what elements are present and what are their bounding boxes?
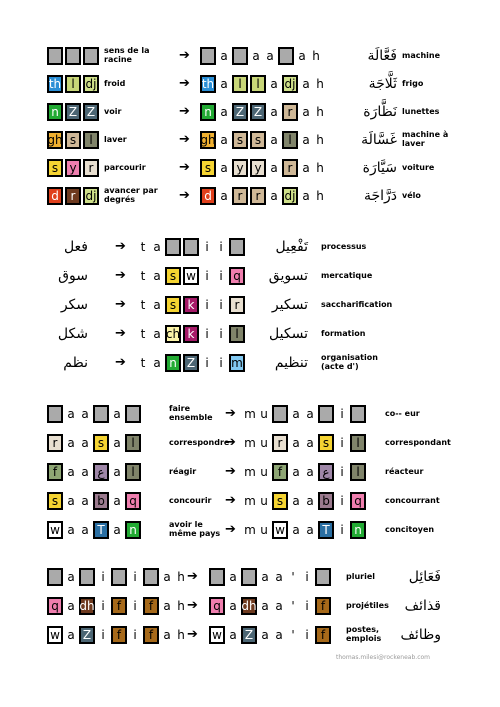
root-gloss: correspondre [169,438,230,447]
pattern-box: ch [165,327,181,341]
pattern-box [143,568,159,586]
pattern-box: q [47,597,63,615]
pattern-letter: a [81,407,89,421]
arabic-word: فَعَّالَة [367,48,397,64]
pattern-box: q [125,492,141,510]
pattern-letter: a [292,436,300,450]
pattern-letter: i [101,628,105,642]
pattern-box: q [209,597,225,615]
pattern-letter: a [113,436,121,450]
pattern-letter: a [81,494,89,508]
pattern-letter: a [220,133,228,147]
pattern-letter: a [252,49,260,63]
pattern-letter: a [261,570,269,584]
pattern-box: f [111,626,127,644]
root-box [83,47,99,65]
root-gloss: avoir le [169,520,203,529]
pattern-letter: h [316,133,324,147]
meaning-label: frigo [402,79,424,88]
pattern-letter: a [220,161,228,175]
arrow-icon: ➔ [115,268,126,283]
pattern-letter: a [67,523,75,537]
meaning-label: correspondant [385,438,451,447]
root-box: r [83,159,99,177]
pattern-box: r [250,187,266,205]
meaning-label: formation [321,329,366,338]
pattern-letter: a [270,105,278,119]
pattern-letter: h [177,570,185,584]
root-arabic: فعل [63,239,88,255]
pattern-letter: a [275,628,283,642]
pattern-letter: a [67,494,75,508]
meaning-label: machine à [402,130,449,139]
pattern-letter: a [302,133,310,147]
pattern-box: ع [318,463,334,481]
pattern-letter: a [292,523,300,537]
pattern-letter: m [244,494,256,508]
meaning-label: saccharification [321,300,393,309]
root-gloss: sens de la [104,46,150,55]
arrow-icon: ➔ [225,464,236,479]
root-gloss: même pays [169,529,221,538]
pattern-letter: i [133,599,137,613]
pattern-letter: a [302,189,310,203]
pattern-box: w [47,626,63,644]
pattern-letter: a [220,105,228,119]
pattern-box: r [232,187,248,205]
arabic-word: تسويق [268,268,308,284]
pattern-letter: h [316,77,324,91]
pattern-box: f [315,597,331,615]
pattern-letter: h [177,628,185,642]
root-box: s [65,131,81,149]
pattern-letter: a [67,407,75,421]
meaning-label: organisation [321,353,378,362]
root-box: s [47,159,63,177]
pattern-box: r [282,159,298,177]
meaning-label: vélo [402,191,421,200]
root-arabic: شكل [57,326,88,342]
arabic-word: تسكير [271,297,308,313]
pattern-letter: a [229,570,237,584]
pattern-letter: a [113,494,121,508]
arrow-icon: ➔ [225,406,236,421]
pattern-letter: a [292,407,300,421]
pattern-box: f [315,626,331,644]
arabic-word: وظائف [400,627,441,643]
pattern-letter: i [305,628,309,642]
pattern-letter: h [316,189,324,203]
arrow-icon: ➔ [225,522,236,537]
arabic-word: نَظَّارَة [363,104,397,120]
pattern-box: l [350,434,366,452]
pattern-letter: a [67,465,75,479]
pattern-letter: i [133,628,137,642]
pattern-letter: a [292,465,300,479]
pattern-box: Z [183,354,199,372]
pattern-box [183,238,199,256]
pattern-letter: u [260,407,268,421]
pattern-letter: a [67,570,75,584]
pattern-box: w [183,267,199,285]
pattern-box: k [183,325,199,343]
pattern-box: T [318,521,334,539]
pattern-box [47,405,63,423]
pattern-box [232,47,248,65]
root-gloss: racine [104,55,132,64]
pattern-box: k [183,296,199,314]
arrow-icon: ➔ [179,132,190,147]
pattern-box: r [282,103,298,121]
pattern-box: l [232,75,248,93]
pattern-letter: a [220,189,228,203]
pattern-letter: a [306,523,314,537]
pattern-letter: a [261,599,269,613]
pattern-letter: a [302,161,310,175]
root-gloss: voir [104,107,122,116]
pattern-letter: a [298,49,306,63]
meaning-label: pluriel [346,572,376,581]
pattern-letter: a [270,161,278,175]
pattern-letter: i [101,570,105,584]
meaning-label: projétiles [346,601,389,610]
pattern-box [229,238,245,256]
pattern-letter: a [306,494,314,508]
pattern-letter: a [302,105,310,119]
arrow-icon: ➔ [179,188,190,203]
arrow-icon: ➔ [179,48,190,63]
pattern-box [47,568,63,586]
root-gloss: laver [104,135,127,144]
root-box: dj [83,75,99,93]
pattern-box: b [318,492,334,510]
pattern-letter: t [140,269,146,283]
root-box [65,47,81,65]
pattern-letter: i [219,298,223,312]
root-box [47,47,63,65]
credit-line: thomas.milesi@rockeneab.com [336,654,431,661]
pattern-box: w [47,521,63,539]
pattern-box: q [229,267,245,285]
pattern-box: f [143,597,159,615]
pattern-box [318,405,334,423]
root-gloss: degrés [104,195,136,204]
pattern-box: Z [241,626,257,644]
pattern-box [315,568,331,586]
pattern-letter: i [340,436,344,450]
pattern-box: n [125,521,141,539]
meaning-label: postes, [346,625,380,634]
root-box: l [83,131,99,149]
root-gloss: réagir [169,467,197,476]
pattern-box: dj [282,75,298,93]
meaning-label: processus [321,242,367,251]
pattern-box: dh [241,599,257,613]
pattern-box: f [272,463,288,481]
pattern-letter: t [140,327,146,341]
pattern-box: Z [79,626,95,644]
pattern-letter: i [205,269,209,283]
root-box: y [65,159,81,177]
arrow-icon: ➔ [187,598,198,613]
pattern-letter: i [219,356,223,370]
pattern-letter: a [270,77,278,91]
arabic-word: غَسَّالَة [361,132,397,148]
pattern-letter: a [163,570,171,584]
arabic-word: دَرَّاجَة [363,188,397,204]
pattern-box [93,405,109,423]
pattern-letter: i [340,523,344,537]
arabic-word: ثَلَّاجَة [368,76,397,92]
pattern-letter: m [244,465,256,479]
pattern-box: s [47,492,63,510]
pattern-letter: a [270,133,278,147]
root-gloss: parcourir [104,163,146,172]
pattern-letter: i [219,240,223,254]
pattern-letter: u [260,436,268,450]
pattern-box: l [250,75,266,93]
root-gloss: concourir [169,496,212,505]
pattern-box [278,47,294,65]
pattern-box: w [272,521,288,539]
pattern-box: l [282,131,298,149]
pattern-box: s [250,131,266,149]
pattern-box: n [165,354,181,372]
arabic-word: سَيَّارَة [362,160,397,176]
arrow-icon: ➔ [225,435,236,450]
pattern-letter: a [229,628,237,642]
pattern-box: d [200,187,216,205]
root-gloss: faire [169,404,190,413]
pattern-box: Z [232,103,248,121]
pattern-letter: a [81,465,89,479]
pattern-letter: a [270,189,278,203]
pattern-letter: a [67,628,75,642]
meaning-label: co-- eur [385,409,420,418]
pattern-letter: t [140,240,146,254]
pattern-box: s [200,159,216,177]
pattern-box: s [318,434,334,452]
arrow-icon: ➔ [187,627,198,642]
pattern-letter: t [140,298,146,312]
pattern-box [209,568,225,586]
root-box: th [48,77,62,91]
meaning-label: emplois [346,634,382,643]
pattern-letter: a [306,465,314,479]
pattern-box: f [47,463,63,481]
pattern-letter: i [340,465,344,479]
root-arabic: سوق [58,268,88,284]
arrow-icon: ➔ [179,76,190,91]
root-box: dj [83,187,99,205]
pattern-letter: a [163,628,171,642]
pattern-box: w [209,626,225,644]
pattern-letter: a [153,327,161,341]
root-gloss: avancer par [104,186,158,195]
pattern-letter: a [81,436,89,450]
pattern-box: y [232,159,248,177]
meaning-label: laver [402,139,425,148]
pattern-letter: h [316,105,324,119]
root-gloss: ensemble [169,413,213,422]
pattern-letter: a [153,269,161,283]
pattern-box: q [350,492,366,510]
pattern-letter: a [275,570,283,584]
pattern-letter: i [101,599,105,613]
pattern-letter: m [244,523,256,537]
pattern-box: y [250,159,266,177]
meaning-label: mercatique [321,271,373,280]
pattern-letter: i [305,570,309,584]
pattern-box [350,405,366,423]
pattern-box: l [125,463,141,481]
pattern-box: s [165,267,181,285]
pattern-letter: a [220,77,228,91]
pattern-letter: ' [291,570,295,584]
pattern-letter: ' [291,599,295,613]
pattern-letter: a [113,523,121,537]
arrow-icon: ➔ [115,355,126,370]
pattern-box: s [232,131,248,149]
pattern-box: n [350,521,366,539]
pattern-letter: a [67,599,75,613]
arrow-icon: ➔ [225,493,236,508]
pattern-letter: i [305,599,309,613]
arabic-word: تَفْعِيل [275,239,308,255]
pattern-letter: i [340,407,344,421]
pattern-letter: a [153,356,161,370]
root-box: d [47,187,63,205]
pattern-letter: a [113,407,121,421]
pattern-letter: i [205,298,209,312]
pattern-box [200,47,216,65]
pattern-letter: a [163,599,171,613]
arrow-icon: ➔ [115,239,126,254]
arrow-icon: ➔ [115,326,126,341]
root-box: gh [47,133,63,147]
pattern-letter: i [340,494,344,508]
pattern-letter: i [205,356,209,370]
pattern-box: gh [200,133,216,147]
pattern-box [165,238,181,256]
pattern-box [241,568,257,586]
root-box: Z [65,103,81,121]
meaning-label: machine [402,51,441,60]
meaning-label: concourrant [385,496,440,505]
arabic-word: تنظيم [274,355,308,371]
pattern-letter: t [140,356,146,370]
arabic-word: قذائف [404,598,441,614]
pattern-letter: i [219,269,223,283]
pattern-box: f [143,626,159,644]
pattern-letter: ' [291,628,295,642]
arabic-word: فَعَائِل [408,569,441,585]
pattern-letter: m [244,407,256,421]
pattern-box: r [272,434,288,452]
pattern-box: T [93,521,109,539]
pattern-box: l [350,463,366,481]
arrow-icon: ➔ [179,104,190,119]
pattern-box: r [229,296,245,314]
pattern-letter: i [205,327,209,341]
pattern-box [272,405,288,423]
pattern-box: Z [250,103,266,121]
pattern-box: b [93,492,109,510]
pattern-letter: a [153,298,161,312]
pattern-box: th [201,77,215,91]
arabic-word: تسكيل [269,326,308,342]
arrow-icon: ➔ [179,160,190,175]
pattern-letter: a [261,628,269,642]
pattern-box: dh [79,599,95,613]
pattern-box: s [165,296,181,314]
pattern-box: dj [282,187,298,205]
arrow-icon: ➔ [187,569,198,584]
pattern-letter: a [275,599,283,613]
pattern-box: l [229,325,245,343]
root-arabic: سكر [60,297,88,313]
pattern-letter: a [113,465,121,479]
pattern-box [79,568,95,586]
root-box: l [65,75,81,93]
pattern-box: l [125,434,141,452]
pattern-letter: i [205,240,209,254]
pattern-box: f [111,597,127,615]
pattern-letter: a [81,523,89,537]
pattern-letter: a [266,49,274,63]
pattern-box: ع [93,463,109,481]
pattern-box: m [229,354,245,372]
pattern-letter: u [260,494,268,508]
pattern-letter: i [133,570,137,584]
root-box: n [47,103,63,121]
pattern-letter: u [260,523,268,537]
pattern-letter: a [302,77,310,91]
meaning-label: lunettes [402,107,440,116]
pattern-letter: i [219,327,223,341]
meaning-label: voiture [402,163,435,172]
pattern-box [111,568,127,586]
pattern-letter: u [260,465,268,479]
pattern-letter: a [67,436,75,450]
pattern-box: r [47,434,63,452]
pattern-letter: a [292,494,300,508]
pattern-letter: m [244,436,256,450]
pattern-letter: a [229,599,237,613]
meaning-label: réacteur [385,467,424,476]
pattern-box [125,405,141,423]
pattern-box: s [93,434,109,452]
pattern-letter: a [220,49,228,63]
pattern-box: n [200,103,216,121]
root-box: r [65,187,81,205]
pattern-letter: a [306,436,314,450]
pattern-letter: h [316,161,324,175]
meaning-label: concitoyen [385,525,435,534]
root-arabic: نظم [63,355,88,371]
root-gloss: froid [104,79,126,88]
pattern-box: s [272,492,288,510]
pattern-letter: h [177,599,185,613]
pattern-letter: a [153,240,161,254]
arrow-icon: ➔ [115,297,126,312]
root-box: Z [83,103,99,121]
meaning-label: (acte d') [321,362,359,371]
pattern-letter: a [306,407,314,421]
pattern-letter: h [312,49,320,63]
